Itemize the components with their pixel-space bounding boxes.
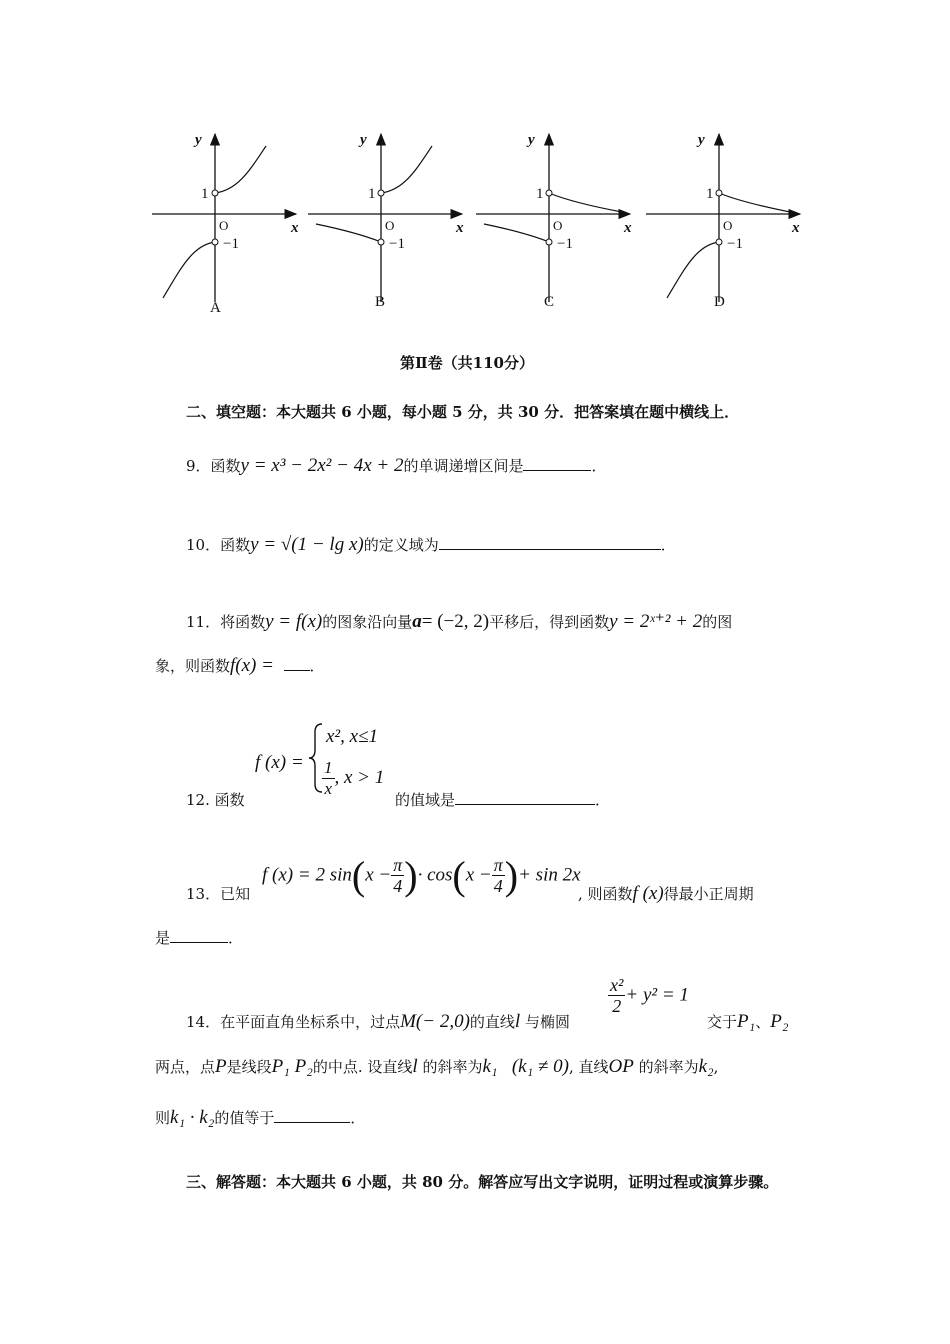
q12-tail: [395, 790, 610, 810]
q14-op: OP: [608, 1056, 634, 1077]
q10-answer-blank[interactable]: [439, 535, 661, 550]
volume-title: 第Ⅱ卷（共110分）: [400, 354, 534, 372]
q12-case2-num: 1: [324, 758, 333, 777]
graph-b-y-label: y: [360, 132, 367, 148]
curve-upper: [719, 193, 790, 212]
curve-lower: [316, 224, 381, 242]
curve-upper: [381, 146, 432, 193]
graph-b-caption: B: [375, 294, 386, 310]
q14-line3-a: 则: [155, 1109, 171, 1127]
q12-case2-cond: , x > 1: [334, 767, 385, 788]
q11-answer-blank[interactable]: [284, 656, 310, 671]
q14-end: ．: [350, 1109, 366, 1127]
q11-vector: a: [412, 611, 422, 632]
q11-t1: 的图象沿向量: [322, 613, 413, 631]
graph-b-origin: O: [385, 218, 395, 233]
graph-d-y-label: y: [698, 132, 705, 148]
q13-f: f (x): [632, 883, 664, 904]
q14-line-1-a: [186, 1012, 570, 1032]
q13-pi-1: π: [393, 855, 403, 875]
q11-t3: 的图: [702, 613, 733, 631]
q13-formula-a: f (x) = 2 sin: [262, 864, 352, 886]
q14-sep: 、: [755, 1013, 771, 1031]
q11-f1: y = f(x): [265, 611, 323, 632]
q12-case-1: x², x≤1: [326, 726, 378, 747]
open-point-lower: [212, 239, 218, 245]
q14-k1-condition: (k₁ ≠ 0): [511, 1056, 569, 1077]
q13-line2: 是: [155, 929, 171, 947]
answer-choice-graphs: [0, 120, 950, 330]
q9-end: ．: [591, 457, 607, 475]
open-point-lower: [546, 239, 552, 245]
q13-pi-2: π: [493, 855, 503, 875]
graph-b-neg-tick: −1: [389, 236, 405, 252]
graph-c-pos-tick: 1: [536, 186, 544, 202]
graph-d-caption: D: [714, 294, 725, 310]
graph-c-caption: C: [544, 294, 555, 310]
q14-p2: P₂: [770, 1011, 789, 1032]
graph-a-origin: O: [219, 218, 229, 233]
q13-formula: f (x) = 2 sin(x − $\frac{\pi}{4}$ )· cos(x − $\frac{\pi}{4}$ )+ sin 2x: [262, 853, 581, 898]
graph-a-pos-tick: 1: [201, 186, 209, 202]
q13-text: , 则函数: [578, 885, 633, 903]
q14-ellipse: [608, 975, 689, 1016]
open-point-upper: [716, 190, 722, 196]
q12-case2-den: x: [324, 779, 333, 798]
q14-line3-b: 的值等于: [214, 1109, 275, 1127]
q13-paren1: x −: [365, 864, 392, 886]
q14-k2: k₂: [698, 1056, 714, 1077]
q14-p: P: [215, 1056, 227, 1077]
q11-number: 11．将函数: [186, 613, 266, 631]
q13-paren2: x −: [465, 864, 492, 886]
q14-ellipse-den: 2: [612, 996, 622, 1016]
q13-plus: + sin 2x: [518, 864, 581, 886]
q9-answer-blank[interactable]: [523, 456, 591, 471]
section-3-heading: 三、解答题：本大题共 6 小题，共 80 分。解答应写出文字说明，证明过程或演算步骤。: [186, 1173, 779, 1191]
q14-line-1-b: [707, 1012, 788, 1032]
q14-k1k2: k₁ · k₂: [170, 1107, 215, 1128]
q13-tail: [578, 884, 754, 904]
q13-t2: 得最小正周期: [663, 885, 754, 903]
q14-line2-f: 的斜率为: [638, 1058, 699, 1076]
q13-end: ．: [228, 929, 244, 947]
q12-text: 的值域是: [395, 791, 456, 809]
q13-four-2: 4: [493, 876, 503, 896]
question-10: [186, 535, 676, 555]
q14-line2-d: 的斜率为: [422, 1058, 483, 1076]
q14-number: 14．在平面直角坐标系中，过点: [186, 1013, 401, 1031]
q14-t1: 的直线: [469, 1013, 515, 1031]
q10-text: 的定义域为: [363, 536, 439, 554]
graph-a-caption: A: [210, 300, 221, 316]
curve-upper: [549, 193, 622, 212]
graph-b-x-label: x: [456, 220, 464, 236]
q14-p1: P₁: [737, 1011, 756, 1032]
q12-number: 12. 函数: [186, 791, 245, 809]
q10-number: 10．函数: [186, 536, 251, 554]
q10-formula: y = √(1 − lg x): [250, 534, 364, 555]
q14-k1: k₁: [482, 1056, 498, 1077]
q13-line-2: [155, 928, 243, 948]
q14-line-2: [155, 1057, 718, 1077]
q14-t3: 交于: [707, 1013, 738, 1031]
question-11-line-1: [186, 612, 732, 632]
q14-ellipse-num: x²: [610, 975, 624, 995]
q14-line2-b: 是线段: [226, 1058, 272, 1076]
graph-a-neg-tick: −1: [223, 236, 239, 252]
q14-line2-c: 的中点. 设直线: [312, 1058, 413, 1076]
q13-dot-cos: · cos: [417, 864, 453, 886]
graph-d-pos-tick: 1: [706, 186, 714, 202]
curve-lower: [484, 224, 549, 242]
q9-text: 的单调递增区间是: [403, 457, 524, 475]
q14-point: M(− 2,0): [400, 1011, 470, 1032]
curve-lower: [163, 242, 215, 298]
q9-number: 9．函数: [186, 457, 241, 475]
q14-p1p2: P₁ P₂: [271, 1056, 313, 1077]
question-11-line-2: [155, 656, 325, 676]
section-2-heading: 二、填空题：本大题共 6 小题，每小题 5 分，共 30 分．把答案填在题中横线上．: [186, 403, 740, 421]
q12-end: ．: [595, 791, 611, 809]
q11-f3: f(x) =: [230, 655, 274, 676]
curve-upper: [215, 146, 266, 193]
question-9: [186, 456, 607, 476]
graph-d-x-label: x: [792, 220, 800, 236]
graph-c-neg-tick: −1: [557, 236, 573, 252]
open-point-upper: [212, 190, 218, 196]
q11-end: ．: [309, 657, 325, 675]
curve-lower: [667, 242, 719, 298]
open-point-upper: [546, 190, 552, 196]
q11-vector-value: = (−2, 2): [421, 611, 490, 632]
graph-c-origin: O: [553, 218, 563, 233]
graph-b-pos-tick: 1: [368, 186, 376, 202]
q13-answer-blank[interactable]: [170, 928, 228, 943]
q12-case-2: [322, 758, 384, 799]
q12-answer-blank[interactable]: [455, 790, 595, 805]
q14-line-l2: l: [412, 1056, 418, 1077]
q11-t2: 平移后，得到函数: [489, 613, 610, 631]
q12-lhs: f (x) =: [255, 752, 304, 773]
q14-line2-g: ,: [713, 1058, 719, 1076]
q10-end: ．: [660, 536, 676, 554]
q11-line2: 象，则函数: [155, 657, 231, 675]
q14-line-3: [155, 1108, 365, 1128]
q14-line-l: l: [514, 1011, 521, 1032]
graph-c-y-label: y: [528, 132, 535, 148]
graph-c-x-label: x: [624, 220, 632, 236]
graph-d-neg-tick: −1: [727, 236, 743, 252]
q11-f2: y = 2ˣ⁺² + 2: [609, 611, 703, 632]
open-point-lower: [378, 239, 384, 245]
q14-t2: 与椭圆: [524, 1013, 570, 1031]
q14-line2-e: , 直线: [568, 1058, 609, 1076]
q14-line2-a: 两点，点: [155, 1058, 216, 1076]
open-point-upper: [378, 190, 384, 196]
graph-d-origin: O: [723, 218, 733, 233]
q14-ellipse-rest: + y² = 1: [625, 984, 689, 1006]
q13-number: 13．已知: [186, 885, 251, 903]
q9-formula: y = x³ − 2x² − 4x + 2: [240, 455, 404, 476]
open-point-lower: [716, 239, 722, 245]
graph-a-x-label: x: [291, 220, 299, 236]
q13-four-1: 4: [393, 876, 403, 896]
graph-a-y-label: y: [195, 132, 202, 148]
q14-answer-blank[interactable]: [274, 1108, 350, 1123]
